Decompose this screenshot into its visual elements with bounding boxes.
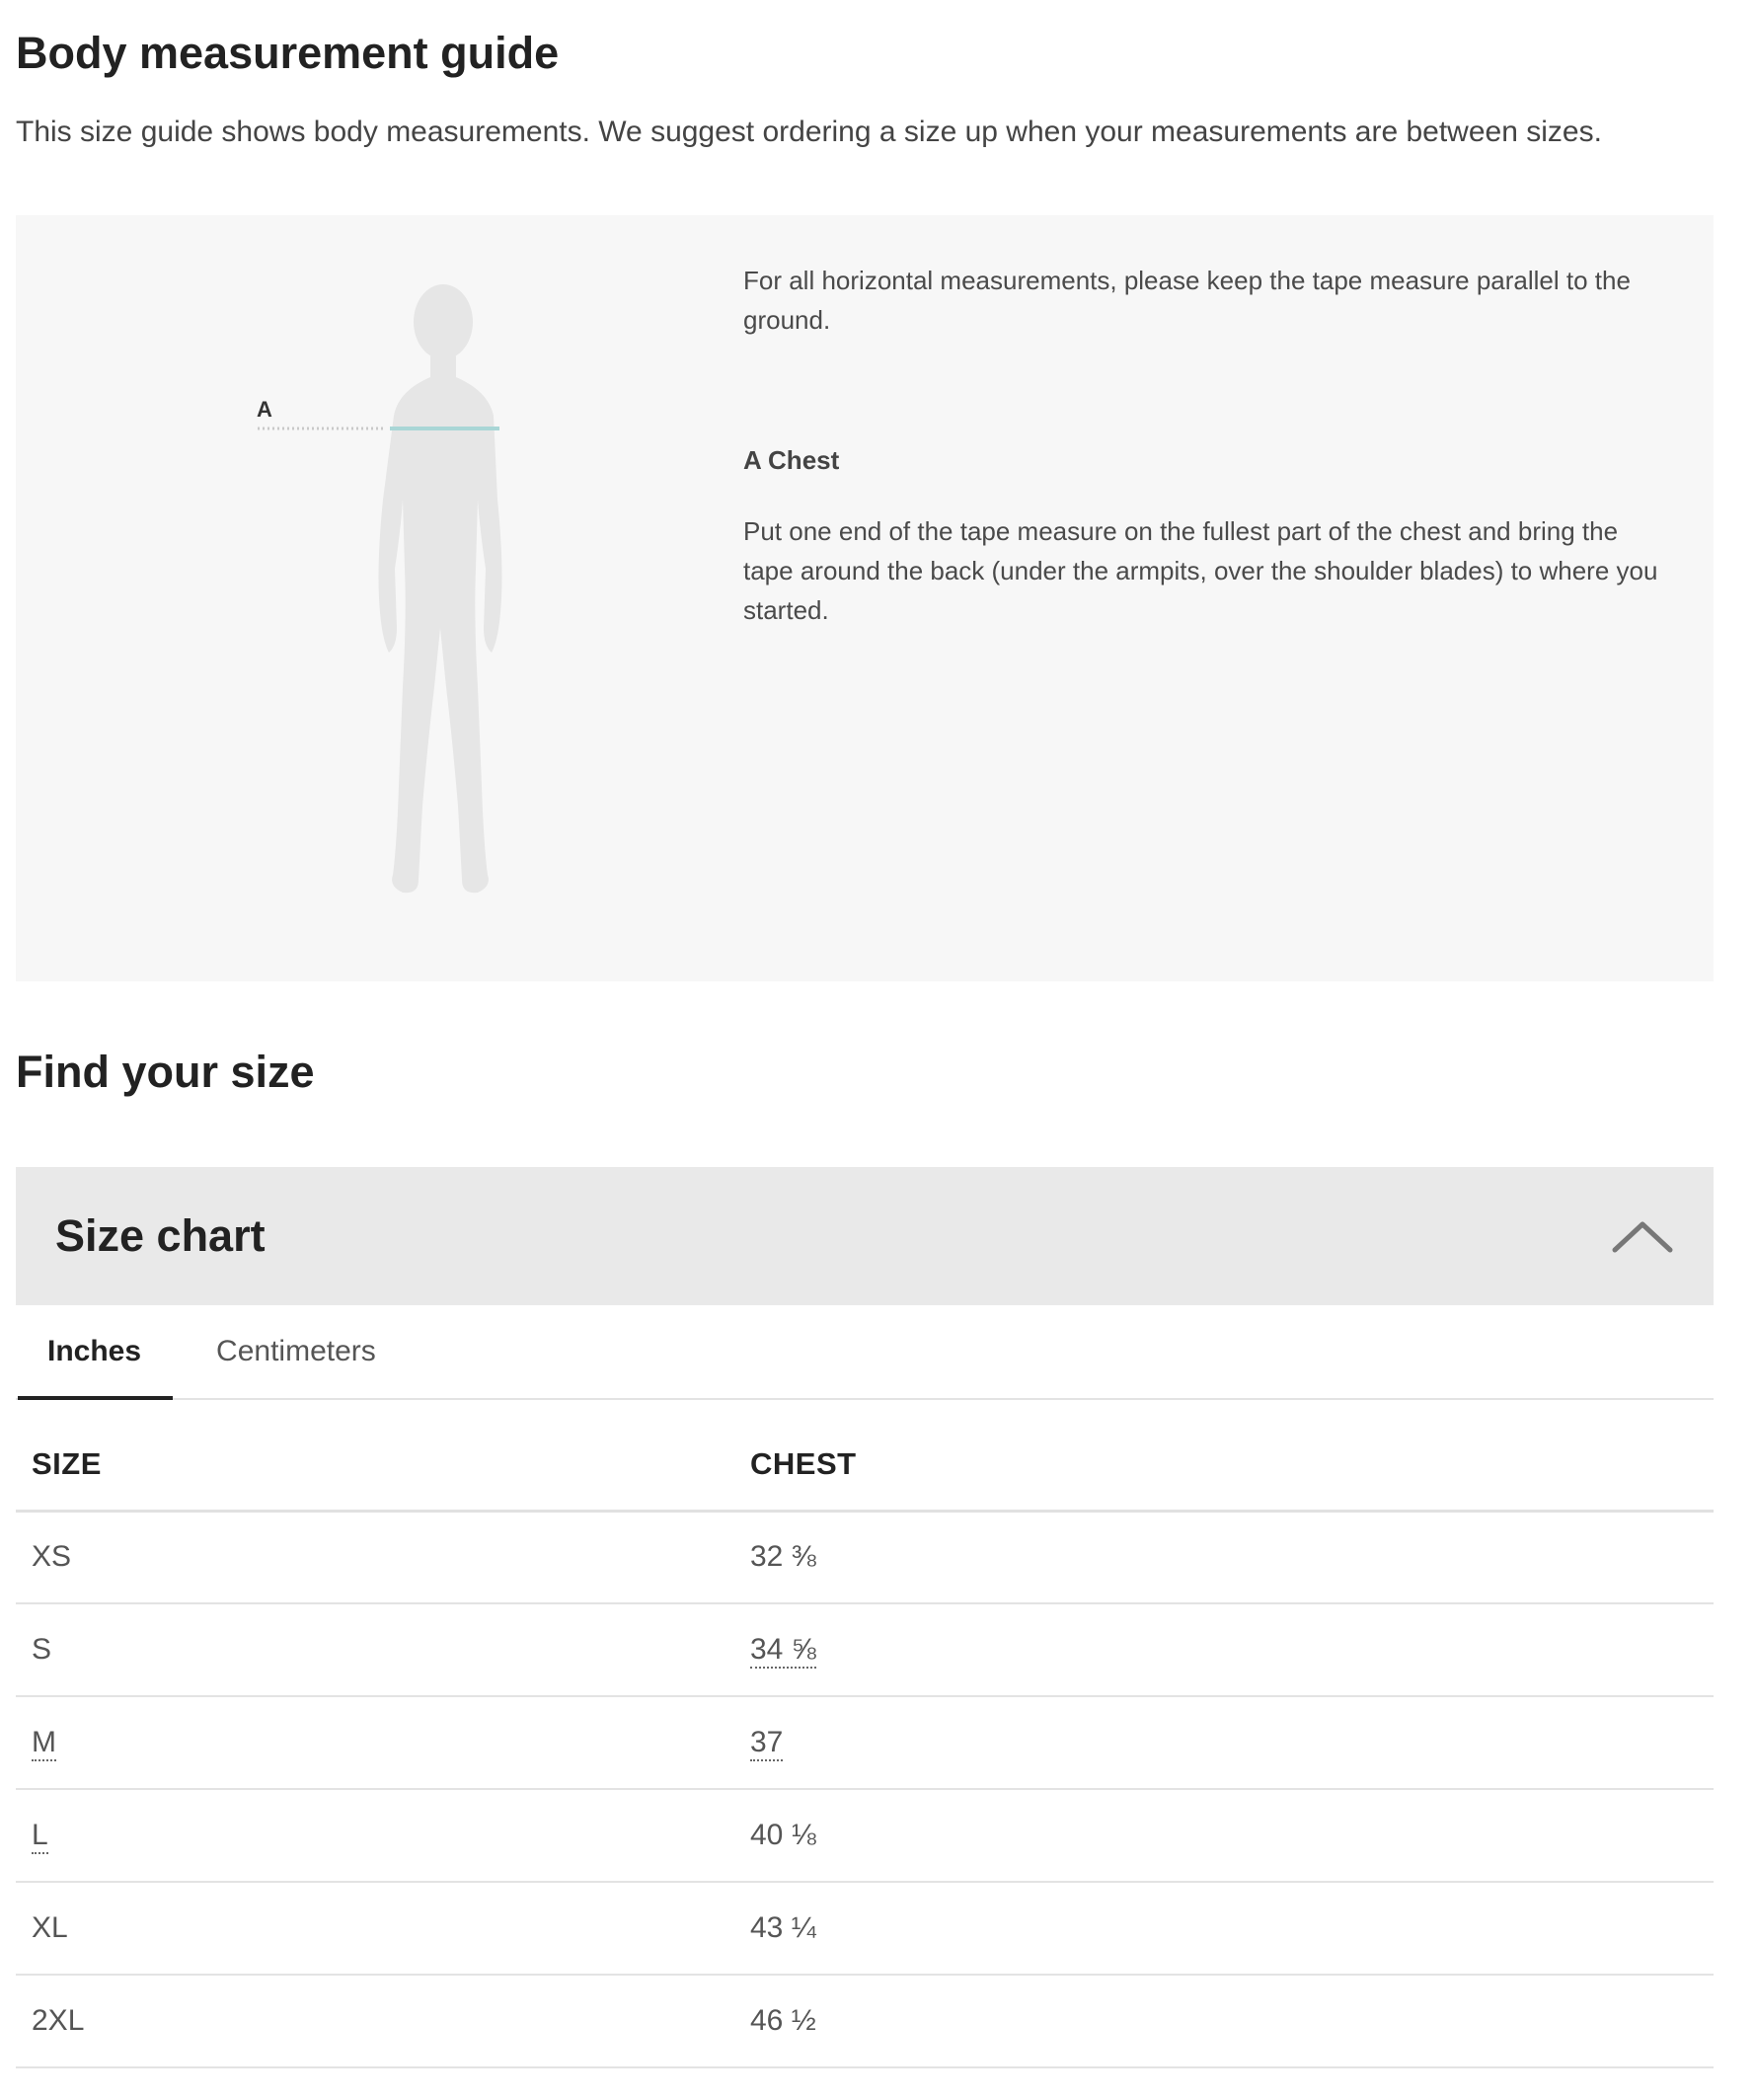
size-value: XL <box>32 1911 68 1944</box>
size-cell <box>16 1882 734 1975</box>
chest-cell <box>734 1975 1714 2067</box>
chevron-up-icon[interactable] <box>1611 1216 1674 1256</box>
tab-centimeters[interactable]: Centimeters <box>216 1335 376 1367</box>
body-silhouette-illustration <box>233 272 549 904</box>
column-header-size: SIZE <box>16 1400 734 1511</box>
size-chart-accordion-header[interactable] <box>16 1167 1714 1305</box>
chest-value: 43 ¼ <box>750 1911 816 1944</box>
size-table <box>16 1400 1714 2068</box>
guide-title: Body measurement guide <box>16 28 560 78</box>
table-row <box>16 1882 1714 1975</box>
measurement-instructions <box>743 261 1671 630</box>
size-chart-title: Size chart <box>55 1210 266 1261</box>
size-cell <box>16 1603 734 1696</box>
table-row <box>16 1696 1714 1789</box>
column-header-chest: CHEST <box>734 1400 1714 1511</box>
size-value[interactable]: L <box>32 1819 48 1854</box>
guide-intro: This size guide shows body measurements. We suggest ordering a size up when your measurements are between sizes. <box>16 116 1602 148</box>
measurement-figure-panel <box>16 215 1714 981</box>
page <box>0 28 1755 2100</box>
unit-tabs <box>16 1305 1714 1400</box>
size-cell <box>16 1789 734 1882</box>
chest-value[interactable]: 34 ⅝ <box>750 1633 816 1669</box>
chest-cell <box>734 1696 1714 1789</box>
chest-value: 32 ⅜ <box>750 1540 816 1574</box>
chest-instruction: Put one end of the tape measure on the fullest part of the chest and bring the tape around the back (under the armpits, over the shoulder blades) to where you started. <box>743 516 1658 625</box>
chest-value[interactable]: 37 <box>750 1726 783 1761</box>
size-cell <box>16 1511 734 1603</box>
table-row <box>16 1603 1714 1696</box>
find-size-title: Find your size <box>16 1047 315 1097</box>
chest-cell <box>734 1603 1714 1696</box>
size-cell <box>16 1975 734 2067</box>
content <box>16 28 1714 2068</box>
size-value: S <box>32 1633 52 1666</box>
body-figure <box>233 272 549 904</box>
size-value[interactable]: M <box>32 1726 56 1761</box>
table-row <box>16 1975 1714 2067</box>
chest-value: 40 ⅛ <box>750 1819 816 1851</box>
size-value: XS <box>32 1540 72 1574</box>
table-row <box>16 1511 1714 1603</box>
chest-heading: A Chest <box>743 445 840 475</box>
size-cell <box>16 1696 734 1789</box>
general-instruction: For all horizontal measurements, please keep the tape measure parallel to the ground. <box>743 266 1631 335</box>
size-value: 2XL <box>32 2004 85 2037</box>
chest-cell <box>734 1511 1714 1603</box>
chest-cell <box>734 1789 1714 1882</box>
chest-cell <box>734 1882 1714 1975</box>
tab-inches[interactable]: Inches <box>16 1305 173 1398</box>
table-header-row <box>16 1400 1714 1511</box>
chest-value: 46 ½ <box>750 2004 816 2037</box>
table-row <box>16 1789 1714 1882</box>
chest-marker-label: A <box>257 397 272 422</box>
